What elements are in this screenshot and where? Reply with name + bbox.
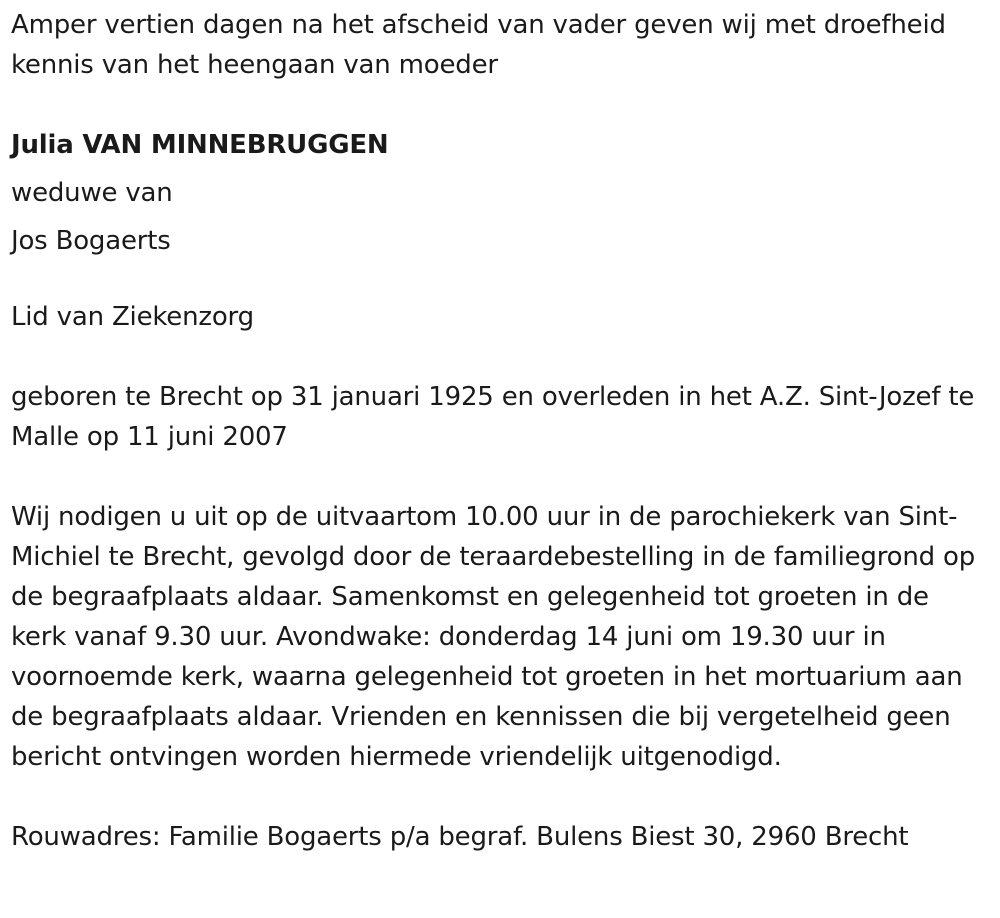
death-notice <box>11 5 991 857</box>
intro-text: Amper vertien dagen na het afscheid van vader geven wij met droefheid kennis van het heengaan van moeder <box>11 10 946 80</box>
spouse-name: Jos Bogaerts <box>11 226 171 256</box>
membership-text: Lid van Ziekenzorg <box>11 302 254 332</box>
birth-death-text: geboren te Brecht op 31 januari 1925 en overleden in het A.Z. Sint-Jozef te Malle op 11 juni 2007 <box>11 382 975 452</box>
invitation-text: Wij nodigen u uit op de uitvaartom 10.00 uur in de parochiekerk van Sint-Michiel te Brecht, gevolgd door de teraardebestelling in de familiegrond op de begraafplaats aldaar. Samenkomst en gelegenheid tot groeten in de kerk vanaf 9.30 uur. Avondwake: donderdag 14 juni om 19.30 uur in voornoemde kerk, waarna gelegenheid tot groeten in het mortuarium aan de begraafplaats aldaar. Vrienden en kennissen die bij vergetelheid geen bericht ontvingen worden hiermede vriendelijk uitgenodigd. <box>11 502 975 772</box>
deceased-name: Julia VAN MINNEBRUGGEN <box>11 130 389 160</box>
widow-of-label: weduwe van <box>11 178 173 208</box>
address-text: Rouwadres: Familie Bogaerts p/a begraf. Bulens Biest 30, 2960 Brecht <box>11 822 909 852</box>
